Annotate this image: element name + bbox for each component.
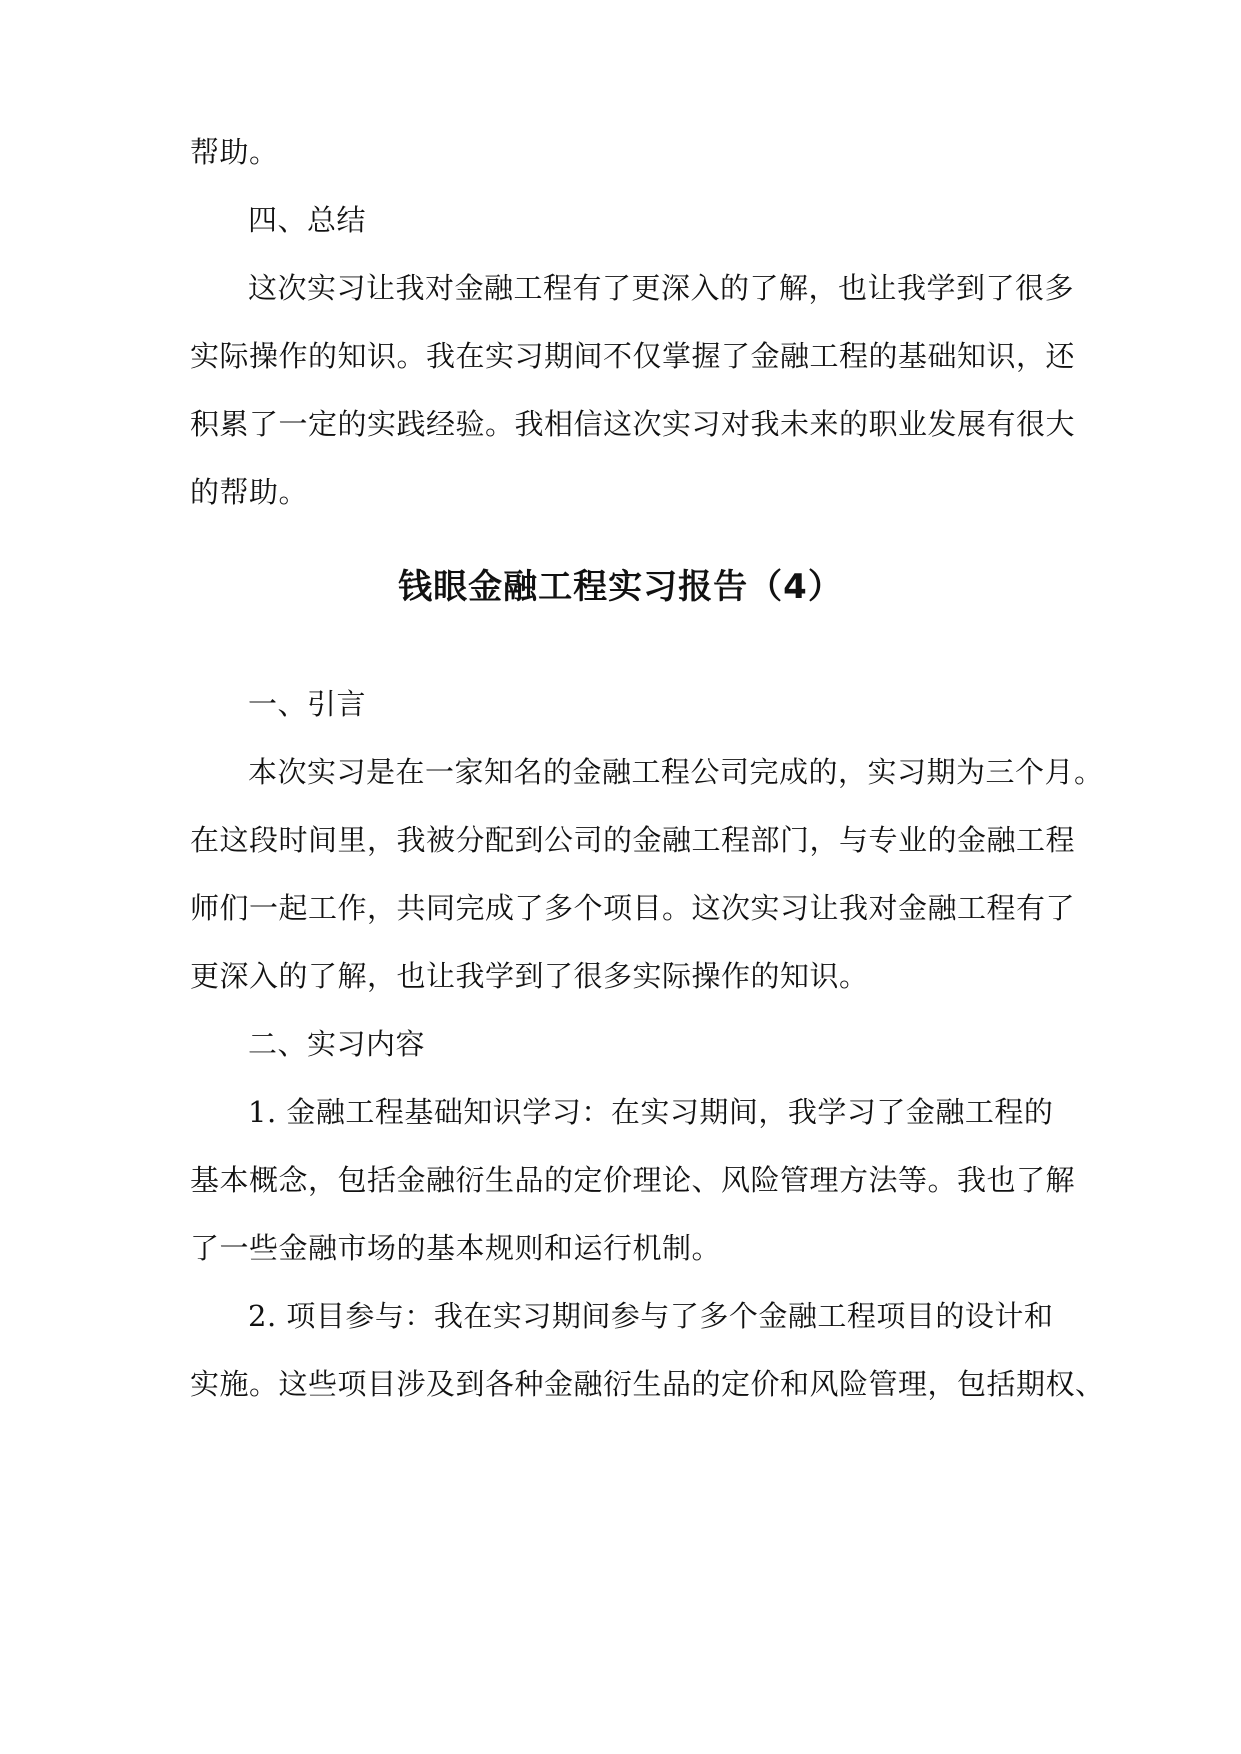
introduction-paragraph-line: 更深入的了解，也让我学到了很多实际操作的知识。 — [190, 959, 869, 993]
report-title: 钱眼金融工程实习报告（4） — [398, 567, 843, 607]
introduction-paragraph-line: 师们一起工作，共同完成了多个项目。这次实习让我对金融工程有了 — [190, 891, 1076, 925]
continuation-text: 帮助。 — [190, 135, 279, 169]
section-heading-summary: 四、总结 — [248, 203, 367, 237]
list-item-1-line: 了一些金融市场的基本规则和运行机制。 — [190, 1231, 722, 1265]
section-heading-introduction: 一、引言 — [248, 687, 367, 721]
section-heading-internship-content: 二、实习内容 — [248, 1027, 426, 1061]
introduction-paragraph-line: 在这段时间里，我被分配到公司的金融工程部门，与专业的金融工程 — [190, 823, 1076, 857]
summary-paragraph-line: 这次实习让我对金融工程有了更深入的了解，也让我学到了很多 — [248, 271, 1075, 305]
list-item-2-line: 2. 项目参与：我在实习期间参与了多个金融工程项目的设计和 — [248, 1299, 1054, 1333]
introduction-paragraph-line: 本次实习是在一家知名的金融工程公司完成的，实习期为三个月。 — [248, 755, 1104, 789]
list-item-1-line: 1. 金融工程基础知识学习：在实习期间，我学习了金融工程的 — [248, 1095, 1054, 1129]
list-item-1-line: 基本概念，包括金融衍生品的定价理论、风险管理方法等。我也了解 — [190, 1163, 1076, 1197]
summary-paragraph-line: 实际操作的知识。我在实习期间不仅掌握了金融工程的基础知识，还 — [190, 339, 1076, 373]
list-item-2-line: 实施。这些项目涉及到各种金融衍生品的定价和风险管理，包括期权、 — [190, 1367, 1105, 1401]
summary-paragraph-line: 积累了一定的实践经验。我相信这次实习对我未来的职业发展有很大 — [190, 407, 1076, 441]
summary-paragraph-line: 的帮助。 — [190, 475, 309, 509]
